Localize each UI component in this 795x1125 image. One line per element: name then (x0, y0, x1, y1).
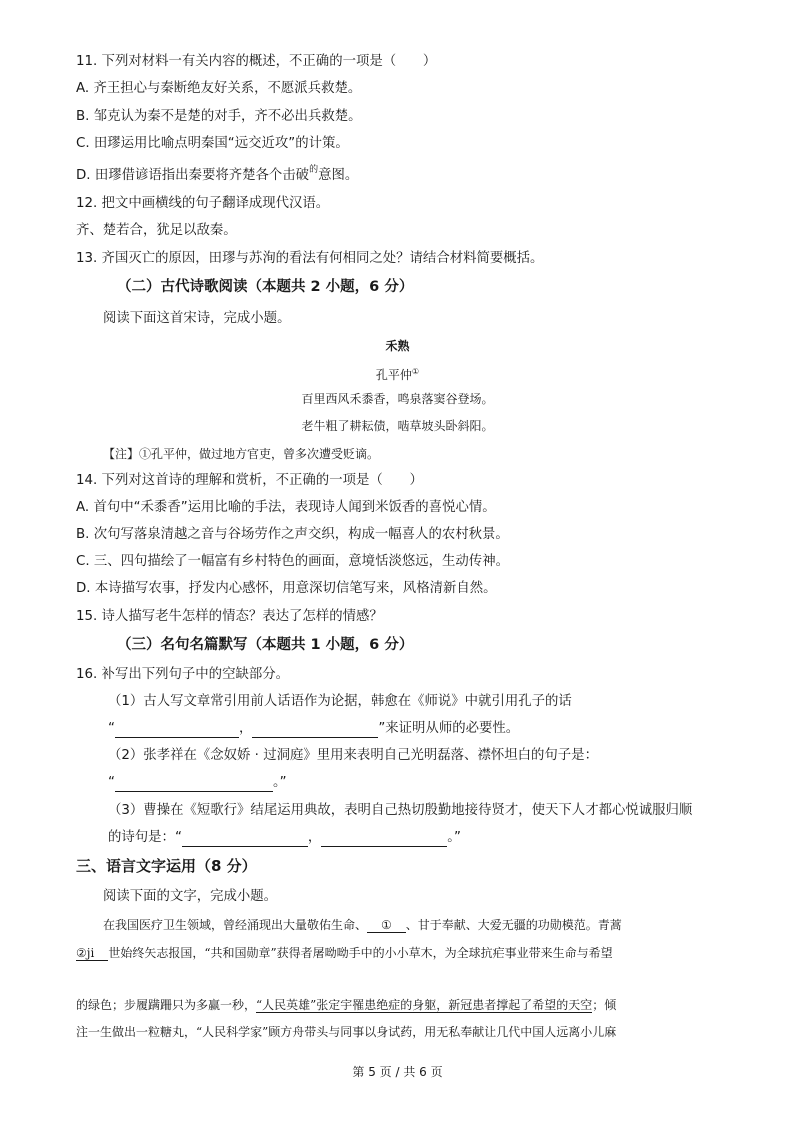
q16-blank-2[interactable] (252, 723, 378, 738)
q11-stem: 11. 下列对材料一有关内容的概述，不正确的一项是（ ） (76, 54, 437, 69)
poem-note: 【注】①孔平仲，做过地方官吏，曾多次遭受贬谪。 (103, 447, 380, 461)
q11-option-d-text: D. 田璆借谚语指出秦要将齐楚各个击破 (76, 168, 310, 183)
q11-option-d (76, 167, 358, 186)
poem-line-2: 老牛粗了耕耘债，啮草坡头卧斜阳。 (301, 419, 494, 433)
q16-part1-tail: ”来证明从师的必要性。 (378, 721, 520, 736)
q12-stem: 12. 把文中画横线的句子翻译成现代汉语。 (76, 196, 330, 211)
q14-option-b: B. 次句写落泉清越之音与谷场劳作之声交织，构成一幅喜人的农村秋景。 (76, 527, 509, 542)
q15-stem: 15. 诗人描写老牛怎样的情态？表达了怎样的情感？ (76, 609, 383, 624)
q16-part1-answer (108, 720, 519, 738)
q14-option-d: D. 本诗描写农事，抒发内心感怀，用意深切信笔写来，风格清新自然。 (76, 581, 497, 596)
part3-blank-1[interactable]: ① (367, 918, 406, 933)
poem-author-name: 孔平仲 (375, 368, 412, 382)
q16-blank-1[interactable] (115, 723, 239, 738)
section2-intro: 阅读下面这首宋诗，完成小题。 (103, 311, 291, 326)
part3-intro: 阅读下面的文字，完成小题。 (103, 889, 278, 904)
part3-para-line-4: 注一生做出一粒糖丸，“人民科学家”顾方舟带头与同事以身试药，用无私奉献让几代中国人远离小儿麻 (76, 1025, 617, 1039)
part3-underlined-sentence: “人民英雄”张定宇罹患绝症的身躯，新冠患者撑起了希望的天空 (256, 998, 593, 1012)
q14-option-a: A. 首句中“禾黍香”运用比喻的手法，表现诗人闻到米饭香的喜悦心情。 (76, 500, 496, 515)
q16-part3-lead: 的诗句是：“ (108, 830, 182, 845)
q13-stem: 13. 齐国灭亡的原因，田璆与苏洵的看法有何相同之处？请结合材料简要概括。 (76, 251, 544, 266)
part3-para-line-3-end: ；倾 (592, 998, 617, 1012)
part3-para-line-3 (76, 996, 616, 1014)
part3-para-line-1-end: 、甘于奉献、大爱无疆的功勋模范。青蒿 (405, 918, 622, 932)
part3-para-line-3-start: 的绿色；步履蹒跚只为多赢一秒， (76, 998, 257, 1012)
q16-part2: （2）张孝祥在《念奴娇 · 过洞庭》里用来表明自己光明磊落、襟怀坦白的句子是： (108, 748, 598, 763)
poem-author (0, 364, 795, 383)
q16-stem: 16. 补写出下列句子中的空缺部分。 (76, 667, 290, 682)
q16-part3-tail: 。” (447, 830, 461, 845)
q11-option-d-tail: 意图。 (318, 168, 359, 183)
page-number: 第 5 页 / 共 6 页 (352, 1065, 443, 1079)
q14-stem: 14. 下列对这首诗的理解和赏析，不正确的一项是（ ） (76, 473, 423, 488)
poem-line-1: 百里西风禾黍香，鸣泉落窦谷登场。 (301, 392, 494, 406)
q16-blank-3[interactable] (115, 777, 273, 792)
q12-sentence: 齐、楚若合，犹足以敌秦。 (76, 223, 237, 238)
part3-para-line-2-text: 世始终矢志报国，“共和国勋章”获得者屠呦呦手中的小小草木，为全球抗疟事业带来生命与希望 (108, 946, 613, 960)
part3-para-line-1-start: 在我国医疗卫生领域，曾经涌现出大量敬佑生命、 (103, 918, 368, 932)
q16-part2-answer (108, 774, 287, 792)
q16-blank-4[interactable] (182, 832, 308, 847)
q16-part3-comma: ， (307, 830, 322, 845)
q16-part1-open-quote: “ (108, 721, 115, 736)
part3-para-line-2 (76, 944, 613, 962)
q11-option-d-mark: 的 (309, 165, 319, 175)
q16-part1: （1）古人写文章常引用前人话语作为论据，韩愈在《师说》中就引用孔子的话 (108, 694, 572, 709)
q16-part2-open-quote: “ (108, 775, 115, 790)
part3-blank-2[interactable]: ②ji (76, 946, 108, 961)
q11-option-a: A. 齐王担心与秦断绝友好关系，不愿派兵救楚。 (76, 81, 362, 96)
q16-part2-tail: 。” (272, 775, 287, 790)
q16-part3: （3）曹操在《短歌行》结尾运用典故，表明自己热切殷勤地接待贤才，使天下人才都心悦诚服归顺 (108, 803, 693, 818)
q16-part1-comma: ， (238, 721, 253, 736)
q16-blank-5[interactable] (321, 832, 447, 847)
section2-heading: （二）古代诗歌阅读（本题共 2 小题，6 分） (117, 279, 414, 295)
poem-author-note-mark: ① (411, 367, 420, 376)
q16-part3-answer (108, 829, 461, 847)
q14-option-c: C. 三、四句描绘了一幅富有乡村特色的画面，意境恬淡悠远，生动传神。 (76, 554, 509, 569)
poem-title: 禾熟 (385, 339, 410, 353)
q11-option-b: B. 邹克认为秦不是楚的对手，齐不必出兵救楚。 (76, 109, 362, 124)
part3-heading: 三、语言文字运用（8 分） (76, 857, 257, 875)
section3-heading: （三）名句名篇默写（本题共 1 小题，6 分） (117, 637, 414, 653)
q11-option-c: C. 田璆运用比喻点明秦国“远交近攻”的计策。 (76, 136, 349, 151)
part3-para-line-1 (103, 916, 622, 934)
